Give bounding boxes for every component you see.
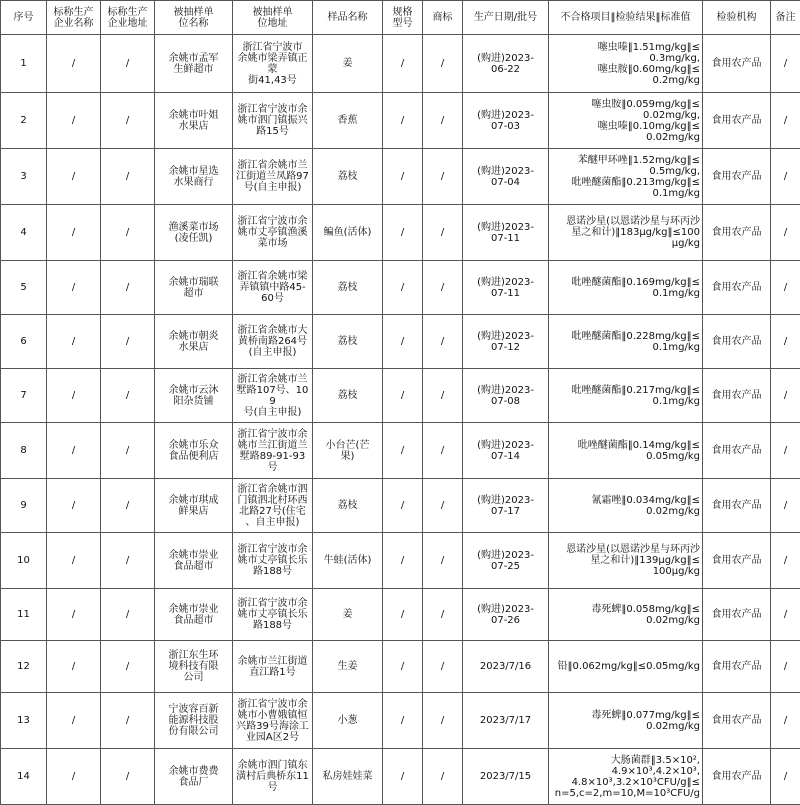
cell-brand: / xyxy=(423,479,463,533)
table-row xyxy=(1,693,800,749)
cell-sample: 荔枝 xyxy=(313,149,383,205)
cell-spec: / xyxy=(383,35,423,93)
cell-brand: / xyxy=(423,533,463,589)
cell-date: (购进)2023- 07-12 xyxy=(463,315,549,369)
cell-note: / xyxy=(771,749,800,805)
cell-no: 6 xyxy=(1,315,47,369)
cell-mfr-addr: / xyxy=(101,261,155,315)
cell-brand: / xyxy=(423,205,463,261)
cell-agency: 食用农产品 xyxy=(703,423,771,479)
cell-no: 13 xyxy=(1,693,47,749)
cell-sample: 小台芒(芒 果) xyxy=(313,423,383,479)
table-row xyxy=(1,149,800,205)
cell-no: 14 xyxy=(1,749,47,805)
table-row xyxy=(1,479,800,533)
cell-spec: / xyxy=(383,93,423,149)
cell-unit-addr: 浙江省宁波市余 姚市丈亭镇渔溪 菜市场 xyxy=(233,205,313,261)
cell-spec: / xyxy=(383,693,423,749)
cell-mfr-addr: / xyxy=(101,589,155,641)
cell-sample: 鳊鱼(活体) xyxy=(313,205,383,261)
cell-brand: / xyxy=(423,149,463,205)
cell-no: 11 xyxy=(1,589,47,641)
table-row xyxy=(1,749,800,805)
cell-note: / xyxy=(771,641,800,693)
cell-sample: 荔枝 xyxy=(313,479,383,533)
cell-result: 吡唑醚菌酯‖0.169mg/kg‖≤ 0.1mg/kg xyxy=(549,261,703,315)
cell-mfr-addr: / xyxy=(101,149,155,205)
cell-unit-addr: 浙江省宁波市余 姚市丈亭镇长乐 路188号 xyxy=(233,589,313,641)
cell-date: 2023/7/17 xyxy=(463,693,549,749)
cell-date: (购进)2023- 07-11 xyxy=(463,205,549,261)
cell-agency: 食用农产品 xyxy=(703,369,771,423)
cell-note: / xyxy=(771,261,800,315)
cell-mfr-name: / xyxy=(47,261,101,315)
cell-sample: 牛蛙(活体) xyxy=(313,533,383,589)
cell-note: / xyxy=(771,205,800,261)
cell-unit: 浙江东生环 境科技有限 公司 xyxy=(155,641,233,693)
cell-agency: 食用农产品 xyxy=(703,479,771,533)
cell-unit-addr: 浙江省余姚市大 黄桥南路264号 (自主申报) xyxy=(233,315,313,369)
cell-brand: / xyxy=(423,93,463,149)
cell-agency: 食用农产品 xyxy=(703,589,771,641)
header-sample: 样品名称 xyxy=(313,1,383,35)
cell-result: 苯醚甲环唑‖1.52mg/kg‖≤ 0.5mg/kg, 吡唑醚菌酯‖0.213mg/kg‖≤ 0.1mg/kg xyxy=(549,149,703,205)
cell-brand: / xyxy=(423,589,463,641)
cell-mfr-addr: / xyxy=(101,205,155,261)
cell-spec: / xyxy=(383,369,423,423)
cell-mfr-addr: / xyxy=(101,533,155,589)
cell-agency: 食用农产品 xyxy=(703,749,771,805)
cell-date: 2023/7/15 xyxy=(463,749,549,805)
cell-result: 毒死蜱‖0.077mg/kg‖≤ 0.02mg/kg xyxy=(549,693,703,749)
cell-mfr-name: / xyxy=(47,693,101,749)
table-row xyxy=(1,369,800,423)
cell-no: 1 xyxy=(1,35,47,93)
cell-brand: / xyxy=(423,749,463,805)
cell-agency: 食用农产品 xyxy=(703,35,771,93)
header-mfr-name: 标称生产 企业名称 xyxy=(47,1,101,35)
table-row xyxy=(1,93,800,149)
cell-no: 10 xyxy=(1,533,47,589)
cell-sample: 小葱 xyxy=(313,693,383,749)
cell-spec: / xyxy=(383,261,423,315)
cell-date: (购进)2023- 07-17 xyxy=(463,479,549,533)
cell-unit: 余姚市云沐 阳杂货铺 xyxy=(155,369,233,423)
cell-unit: 余姚市乐众 食品便利店 xyxy=(155,423,233,479)
cell-unit: 余姚市崇业 食品超市 xyxy=(155,589,233,641)
cell-unit: 渔溪菜市场 (凌任凯) xyxy=(155,205,233,261)
cell-result: 大肠菌群‖3.5×10², 4.9×10³,4.2×10³, 4.8×10³,3.2×10³CFU/g‖≤ n=5,c=2,m=10,M=10³CFU/g xyxy=(549,749,703,805)
cell-agency: 食用农产品 xyxy=(703,641,771,693)
header-note: 备注 xyxy=(771,1,800,35)
cell-sample: 荔枝 xyxy=(313,315,383,369)
cell-mfr-name: / xyxy=(47,749,101,805)
cell-date: (购进)2023- 07-11 xyxy=(463,261,549,315)
cell-unit: 余姚市费费 食品厂 xyxy=(155,749,233,805)
cell-note: / xyxy=(771,149,800,205)
cell-result: 吡唑醚菌酯‖0.14mg/kg‖≤ 0.05mg/kg xyxy=(549,423,703,479)
cell-note: / xyxy=(771,35,800,93)
cell-unit: 余姚市星选 水果商行 xyxy=(155,149,233,205)
cell-mfr-addr: / xyxy=(101,479,155,533)
cell-date: (购进)2023- 07-04 xyxy=(463,149,549,205)
cell-unit: 余姚市孟军 生鲜超市 xyxy=(155,35,233,93)
cell-result: 恩诺沙星(以恩诺沙星与环丙沙 星之和计)‖139μg/kg‖≤ 100μg/kg xyxy=(549,533,703,589)
cell-mfr-addr: / xyxy=(101,693,155,749)
table-row xyxy=(1,315,800,369)
header-row xyxy=(1,1,800,35)
table-row xyxy=(1,35,800,93)
cell-mfr-addr: / xyxy=(101,35,155,93)
cell-spec: / xyxy=(383,749,423,805)
cell-mfr-name: / xyxy=(47,149,101,205)
table-row xyxy=(1,261,800,315)
cell-mfr-addr: / xyxy=(101,93,155,149)
cell-agency: 食用农产品 xyxy=(703,261,771,315)
cell-mfr-name: / xyxy=(47,35,101,93)
cell-spec: / xyxy=(383,641,423,693)
cell-unit-addr: 浙江省宁波市余 姚市泗门镇振兴 路15号 xyxy=(233,93,313,149)
cell-spec: / xyxy=(383,589,423,641)
cell-unit: 余姚市崇业 食品超市 xyxy=(155,533,233,589)
cell-agency: 食用农产品 xyxy=(703,693,771,749)
cell-spec: / xyxy=(383,205,423,261)
header-brand: 商标 xyxy=(423,1,463,35)
cell-unit: 余姚市琪成 鲜果店 xyxy=(155,479,233,533)
cell-mfr-addr: / xyxy=(101,749,155,805)
cell-result: 铅‖0.062mg/kg‖≤0.05mg/kg xyxy=(549,641,703,693)
cell-note: / xyxy=(771,693,800,749)
cell-brand: / xyxy=(423,261,463,315)
cell-unit: 宁波容百新 能源科技股 份有限公司 xyxy=(155,693,233,749)
cell-date: (购进)2023- 07-03 xyxy=(463,93,549,149)
cell-result: 吡唑醚菌酯‖0.217mg/kg‖≤ 0.1mg/kg xyxy=(549,369,703,423)
header-mfr-addr: 标称生产 企业地址 xyxy=(101,1,155,35)
cell-brand: / xyxy=(423,35,463,93)
cell-mfr-name: / xyxy=(47,533,101,589)
cell-brand: / xyxy=(423,641,463,693)
cell-note: / xyxy=(771,589,800,641)
table-body xyxy=(1,35,800,805)
cell-note: / xyxy=(771,479,800,533)
cell-no: 2 xyxy=(1,93,47,149)
cell-unit-addr: 浙江省宁波市余 姚市兰江街道兰 墅路89-91-93号 xyxy=(233,423,313,479)
header-unit: 被抽样单 位名称 xyxy=(155,1,233,35)
cell-agency: 食用农产品 xyxy=(703,205,771,261)
cell-date: (购进)2023- 07-25 xyxy=(463,533,549,589)
cell-unit: 余姚市朝炎 水果店 xyxy=(155,315,233,369)
cell-result: 噻虫嗪‖1.51mg/kg‖≤ 0.3mg/kg, 噻虫胺‖0.60mg/kg‖≤ 0.2mg/kg xyxy=(549,35,703,93)
cell-note: / xyxy=(771,369,800,423)
cell-spec: / xyxy=(383,423,423,479)
cell-note: / xyxy=(771,533,800,589)
cell-agency: 食用农产品 xyxy=(703,315,771,369)
cell-result: 噻虫胺‖0.059mg/kg‖≤ 0.02mg/kg, 噻虫嗪‖0.10mg/kg‖≤ 0.02mg/kg xyxy=(549,93,703,149)
cell-date: (购进)2023- 06-22 xyxy=(463,35,549,93)
cell-spec: / xyxy=(383,479,423,533)
cell-mfr-addr: / xyxy=(101,369,155,423)
table-row xyxy=(1,641,800,693)
header-date: 生产日期/批号 xyxy=(463,1,549,35)
cell-unit: 余姚市叶姐 水果店 xyxy=(155,93,233,149)
cell-date: (购进)2023- 07-14 xyxy=(463,423,549,479)
table-row xyxy=(1,533,800,589)
cell-agency: 食用农产品 xyxy=(703,149,771,205)
cell-no: 12 xyxy=(1,641,47,693)
cell-no: 8 xyxy=(1,423,47,479)
cell-mfr-name: / xyxy=(47,93,101,149)
table-row xyxy=(1,423,800,479)
header-result: 不合格项目‖检验结果‖标准值 xyxy=(549,1,703,35)
cell-mfr-name: / xyxy=(47,641,101,693)
cell-mfr-name: / xyxy=(47,423,101,479)
cell-date: (购进)2023- 07-08 xyxy=(463,369,549,423)
cell-note: / xyxy=(771,93,800,149)
cell-mfr-name: / xyxy=(47,205,101,261)
cell-no: 7 xyxy=(1,369,47,423)
cell-mfr-addr: / xyxy=(101,641,155,693)
cell-no: 5 xyxy=(1,261,47,315)
cell-sample: 私房娃娃菜 xyxy=(313,749,383,805)
cell-unit-addr: 浙江省宁波市余 姚市小曹娥镇恒 兴路39号海涂工 业园A区2号 xyxy=(233,693,313,749)
cell-brand: / xyxy=(423,369,463,423)
header-agency: 检验机构 xyxy=(703,1,771,35)
cell-brand: / xyxy=(423,693,463,749)
cell-mfr-addr: / xyxy=(101,423,155,479)
cell-note: / xyxy=(771,315,800,369)
cell-no: 4 xyxy=(1,205,47,261)
cell-no: 3 xyxy=(1,149,47,205)
cell-mfr-addr: / xyxy=(101,315,155,369)
cell-unit-addr: 浙江省余姚市兰 墅路107号、109 号(自主申报) xyxy=(233,369,313,423)
cell-sample: 姜 xyxy=(313,589,383,641)
cell-date: 2023/7/16 xyxy=(463,641,549,693)
cell-date: (购进)2023- 07-26 xyxy=(463,589,549,641)
cell-mfr-name: / xyxy=(47,479,101,533)
cell-agency: 食用农产品 xyxy=(703,533,771,589)
cell-unit-addr: 浙江省余姚市梁 弄镇镇中路45- 60号 xyxy=(233,261,313,315)
cell-unit-addr: 余姚市兰江街道 直江路1号 xyxy=(233,641,313,693)
cell-spec: / xyxy=(383,315,423,369)
table-row xyxy=(1,589,800,641)
cell-mfr-name: / xyxy=(47,315,101,369)
cell-brand: / xyxy=(423,315,463,369)
cell-mfr-name: / xyxy=(47,589,101,641)
cell-unit-addr: 浙江省宁波市 余姚市梁弄镇正蒙 街41,43号 xyxy=(233,35,313,93)
cell-sample: 荔枝 xyxy=(313,369,383,423)
cell-unit-addr: 余姚市泗门镇东 潢村后典桥东11 号 xyxy=(233,749,313,805)
cell-brand: / xyxy=(423,423,463,479)
cell-unit: 余姚市瑞联 超市 xyxy=(155,261,233,315)
cell-no: 9 xyxy=(1,479,47,533)
table-row xyxy=(1,205,800,261)
cell-result: 毒死蜱‖0.058mg/kg‖≤ 0.02mg/kg xyxy=(549,589,703,641)
header-no: 序号 xyxy=(1,1,47,35)
cell-note: / xyxy=(771,423,800,479)
cell-sample: 荔枝 xyxy=(313,261,383,315)
cell-result: 恩诺沙星(以恩诺沙星与环丙沙 星之和计)‖183μg/kg‖≤100 μg/kg xyxy=(549,205,703,261)
cell-mfr-name: / xyxy=(47,369,101,423)
cell-spec: / xyxy=(383,149,423,205)
cell-sample: 香蕉 xyxy=(313,93,383,149)
header-spec: 规格 型号 xyxy=(383,1,423,35)
cell-unit-addr: 浙江省余姚市兰 江街道兰凤路97 号(自主申报) xyxy=(233,149,313,205)
cell-spec: / xyxy=(383,533,423,589)
cell-result: 氰霜唑‖0.034mg/kg‖≤ 0.02mg/kg xyxy=(549,479,703,533)
cell-agency: 食用农产品 xyxy=(703,93,771,149)
cell-sample: 姜 xyxy=(313,35,383,93)
cell-result: 吡唑醚菌酯‖0.228mg/kg‖≤ 0.1mg/kg xyxy=(549,315,703,369)
cell-sample: 生姜 xyxy=(313,641,383,693)
cell-unit-addr: 浙江省宁波市余 姚市丈亭镇长乐 路188号 xyxy=(233,533,313,589)
cell-unit-addr: 浙江省余姚市泗 门镇泗北村环西 北路27号(住宅 、自主申报) xyxy=(233,479,313,533)
header-unit-addr: 被抽样单 位地址 xyxy=(233,1,313,35)
